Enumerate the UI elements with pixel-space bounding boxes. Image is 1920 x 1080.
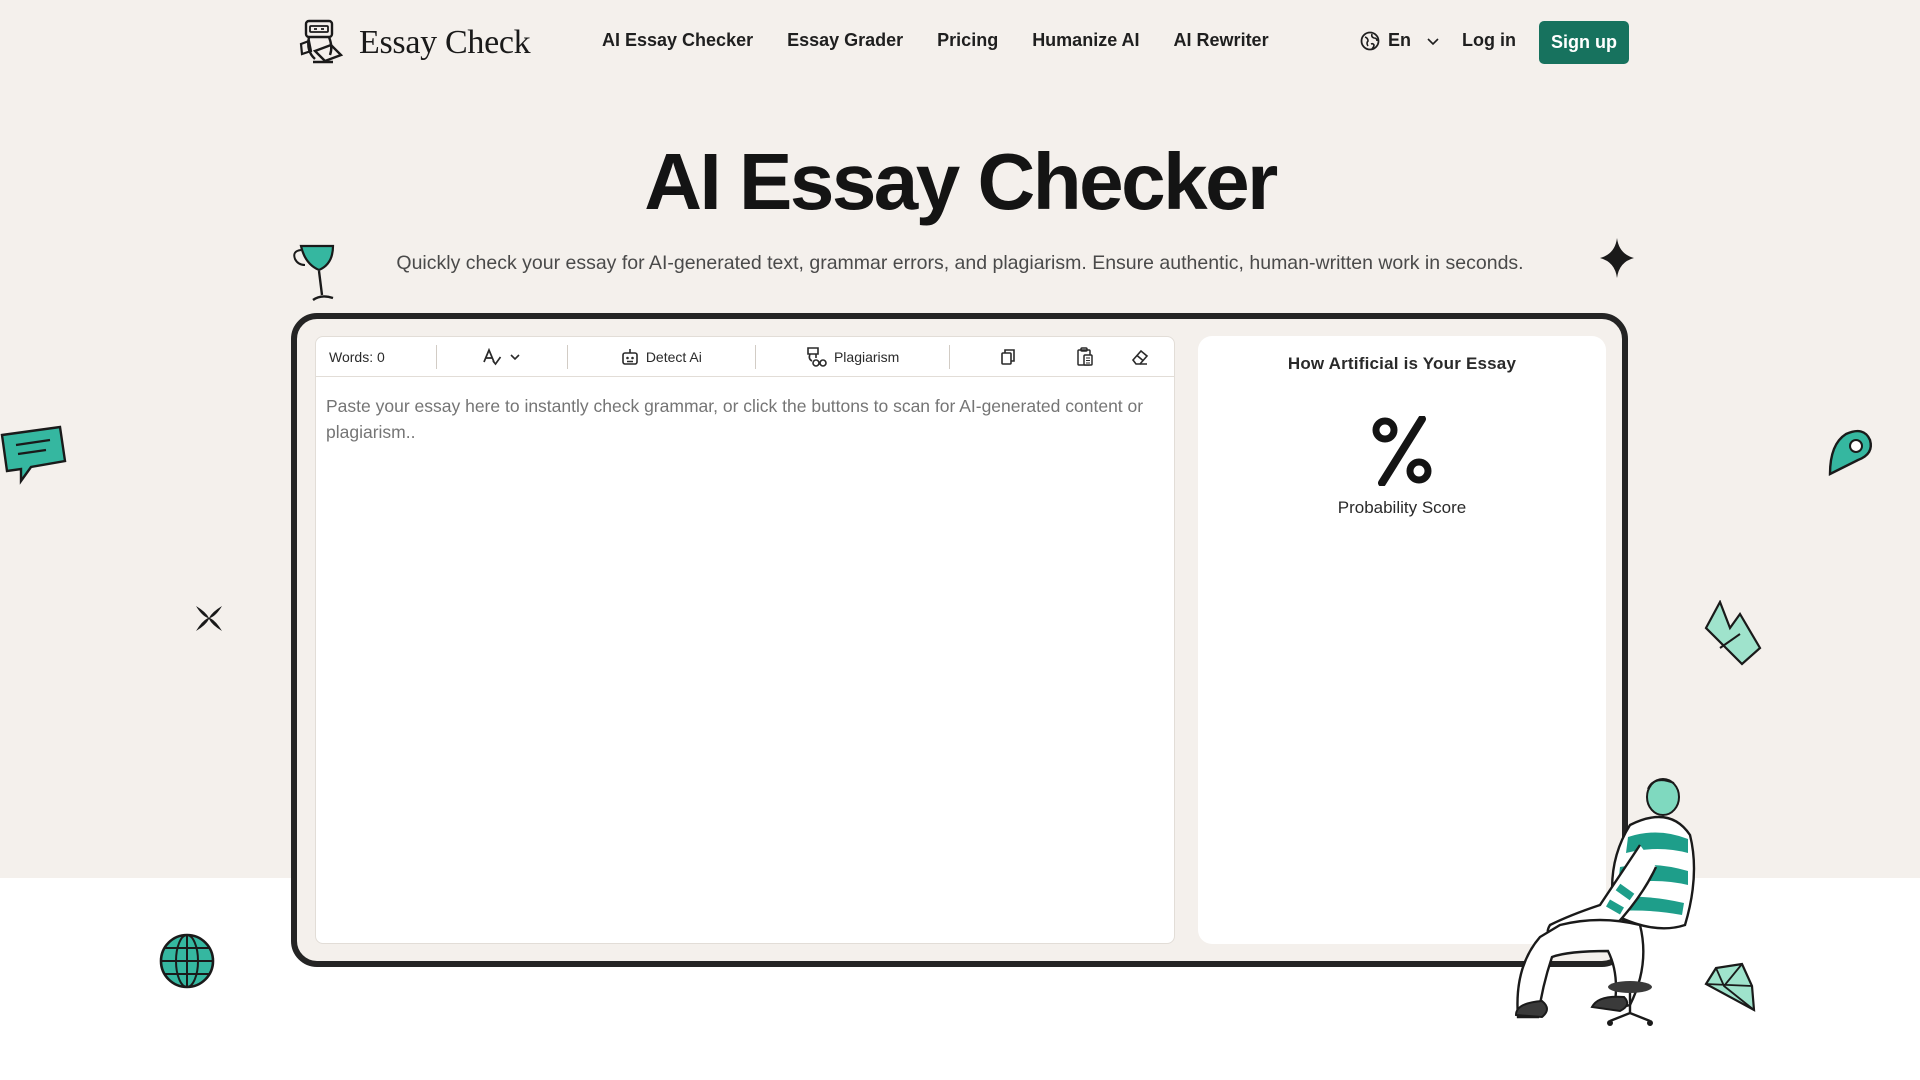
chevron-down-icon [509,351,521,363]
chat-bubble-icon [0,425,70,485]
language-selector[interactable] [1360,30,1441,51]
plagiarism-label: Plagiarism [833,348,900,365]
person-sitting-illustration [1480,775,1700,1035]
percent-icon [1370,416,1434,486]
crown-icon [1702,600,1764,666]
robot-icon [621,348,639,366]
spy-icon [805,346,827,368]
eraser-icon [1131,348,1149,366]
top-navigation [0,0,1920,86]
detect-ai-label: Detect Ai [645,348,702,365]
essay-editor-panel [315,336,1175,944]
brand-name: Essay Check [359,24,531,61]
probability-score-label: Probability Score [1337,498,1467,517]
nav-link-essay-grader[interactable]: Essay Grader [787,30,904,50]
map-pin-icon [1826,428,1876,478]
trophy-icon [291,242,343,304]
nav-link-pricing[interactable]: Pricing [937,30,999,50]
clear-button[interactable] [1104,337,1175,377]
result-title: How Artificial is Your Essay [1287,354,1517,373]
nav-link-ai-rewriter[interactable]: AI Rewriter [1173,30,1269,50]
clipboard-icon [1076,347,1094,367]
paste-button[interactable] [1066,337,1104,377]
detect-ai-button[interactable] [568,337,754,377]
chevron-down-icon [1425,33,1441,49]
diamond-icon [1702,960,1756,1014]
brand-logo[interactable] [297,17,530,69]
copy-button[interactable] [950,337,1067,377]
word-count [316,337,436,377]
editor-toolbar [316,337,1175,377]
robot-reading-icon [297,18,347,68]
plagiarism-button[interactable] [756,337,949,377]
word-count-label: Words: 0 [329,348,385,365]
nav-links [602,30,1303,51]
page-title: AI Essay Checker [644,137,1276,226]
nav-link-ai-essay-checker[interactable]: AI Essay Checker [602,30,754,50]
spellcheck-dropdown[interactable] [437,337,568,377]
spellcheck-icon [482,348,502,366]
signup-button[interactable]: Sign up [1539,21,1629,64]
globe-icon [1360,31,1380,51]
essay-input[interactable] [326,393,1166,913]
page-subtitle: Quickly check your essay for AI-generated text, grammar errors, and plagiarism. Ensure authentic, human-written work in seconds. [396,252,1524,274]
sparkle-icon [1600,238,1634,278]
copy-icon [1000,348,1016,366]
nav-link-humanize-ai[interactable]: Humanize AI [1032,30,1140,50]
sparkle-icon [193,602,225,634]
language-label: En [1388,30,1412,50]
globe-icon [158,932,216,990]
login-link[interactable]: Log in [1462,30,1516,50]
